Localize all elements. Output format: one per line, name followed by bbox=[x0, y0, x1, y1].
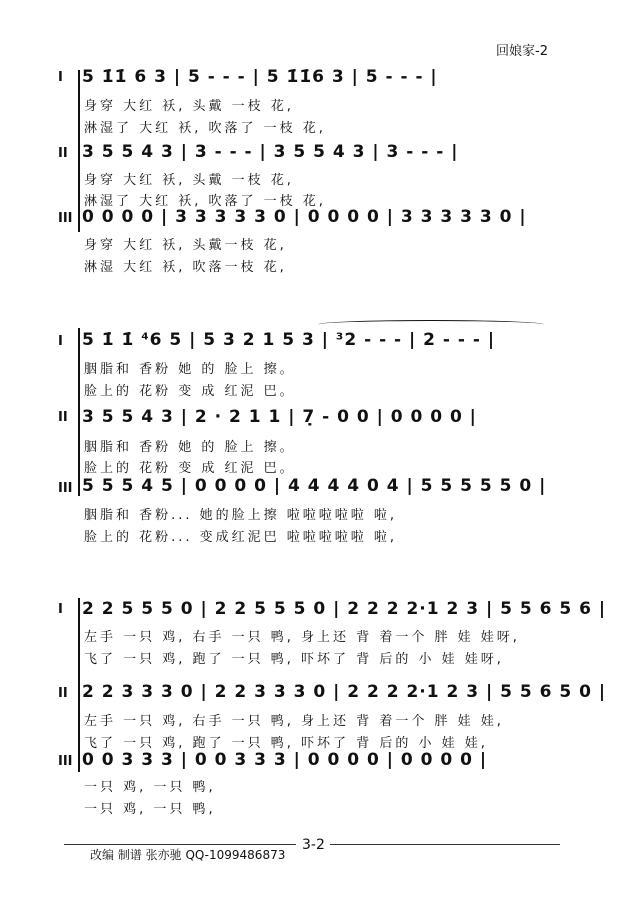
part-2-lyric-1: 左手 一只 鸡, 右手 一只 鸭, 身上还 背 着一个 胖 娃 娃, bbox=[84, 714, 504, 729]
part-3-notes: 0 0 0 0 | 3 3 3 3 3 0 | 0 0 0 0 | 3 3 3 3 3 0 | bbox=[82, 207, 527, 227]
part-3-lyric-2: 一只 鸡, 一只 鸭, bbox=[84, 802, 216, 817]
part-1-lyric-2: 淋湿了 大红 袄, 吹落了 一枝 花, bbox=[84, 121, 326, 136]
part-2-lyric-1: 胭脂和 香粉 她 的 脸上 擦。 bbox=[84, 440, 296, 455]
part-1-notes: 5 1̇1̇ 6 3 | 5 - - - | 5 1̇1̇6 3 | 5 - - - | bbox=[82, 67, 438, 87]
part-2-lyric-2: 淋湿了 大红 袄, 吹落了 一枝 花, bbox=[84, 194, 326, 209]
part-3-lyric-2: 脸上的 花粉... 变成红泥巴 啦啦啦啦啦 啦, bbox=[84, 530, 398, 545]
part-1-lyric-2: 飞了 一只 鸡, 跑了 一只 鸭, 吓坏了 背 后的 小 娃 娃呀, bbox=[84, 652, 504, 667]
part-1-lyric-2: 脸上的 花粉 变 成 红泥 巴。 bbox=[84, 384, 296, 399]
tie-arc bbox=[318, 320, 544, 329]
footer-page-number: 3-2 bbox=[302, 837, 325, 853]
part-label-3: III bbox=[58, 754, 73, 769]
part-label-3: III bbox=[58, 481, 73, 496]
part-label-1: I bbox=[58, 334, 63, 349]
footer-credits: 改编 制谱 张亦驰 QQ-1099486873 bbox=[90, 848, 286, 862]
part-2-notes: 3 5 5 4 3 | 3 - - - | 3 5 5 4 3 | 3 - - - | bbox=[82, 142, 459, 162]
part-1-lyric-1: 身穿 大红 袄, 头戴 一枝 花, bbox=[84, 99, 294, 114]
part-2-notes: 3 5 5 4 3 | 2 · 2 1 1 | 7̣ - 0 0 | 0 0 0 0 | bbox=[82, 407, 477, 427]
system-bracket-line bbox=[78, 598, 80, 772]
part-2-lyric-1: 身穿 大红 袄, 头戴 一枝 花, bbox=[84, 173, 294, 188]
part-3-notes: 0 0 3 3 3 | 0 0 3 3 3 | 0 0 0 0 | 0 0 0 0 | bbox=[82, 750, 488, 770]
part-3-notes: 5 5 5 4 5 | 0 0 0 0 | 4 4 4 4 0 4 | 5 5 5 5 5 0 | bbox=[82, 476, 547, 496]
footer-rule-left bbox=[64, 844, 296, 845]
part-label-1: I bbox=[58, 70, 63, 85]
part-1-lyric-1: 胭脂和 香粉 她 的 脸上 擦。 bbox=[84, 362, 296, 377]
part-1-notes: 2 2 5 5 5 0 | 2 2 5 5 5 0 | 2 2 2 2·1 2 3 | 5 5 6 5 6 | bbox=[82, 599, 607, 619]
part-label-2: II bbox=[58, 146, 68, 161]
system-bracket-line bbox=[78, 328, 80, 496]
footer-rule-right bbox=[330, 844, 560, 845]
system-bracket-line bbox=[78, 70, 80, 232]
part-label-1: I bbox=[58, 602, 63, 617]
part-2-lyric-2: 飞了 一只 鸡, 跑了 一只 鸭, 吓坏了 背 后的 小 娃 娃, bbox=[84, 736, 488, 751]
part-2-notes: 2 2 3 3 3 0 | 2 2 3 3 3 0 | 2 2 2 2·1 2 3 | 5 5 6 5 0 | bbox=[82, 682, 607, 702]
part-label-2: II bbox=[58, 686, 68, 701]
part-1-lyric-1: 左手 一只 鸡, 右手 一只 鸭, 身上还 背 着一个 胖 娃 娃呀, bbox=[84, 630, 520, 645]
part-2-lyric-2: 脸上的 花粉 变 成 红泥 巴。 bbox=[84, 461, 296, 476]
part-3-lyric-1: 一只 鸡, 一只 鸭, bbox=[84, 780, 216, 795]
part-label-3: III bbox=[58, 211, 73, 226]
part-3-lyric-1: 身穿 大红 袄, 头戴一枝 花, bbox=[84, 238, 287, 253]
page-header-label: 回娘家-2 bbox=[496, 44, 548, 59]
part-1-notes: 5 1̇ 1̇ ⁴6 5 | 5 3 2 1 5 3 | ³2 - - - | 2 - - - | bbox=[82, 330, 496, 350]
part-3-lyric-1: 胭脂和 香粉... 她的脸上擦 啦啦啦啦啦 啦, bbox=[84, 508, 398, 523]
part-3-lyric-2: 淋湿 大红 袄, 吹落一枝 花, bbox=[84, 260, 287, 275]
part-label-2: II bbox=[58, 410, 68, 425]
